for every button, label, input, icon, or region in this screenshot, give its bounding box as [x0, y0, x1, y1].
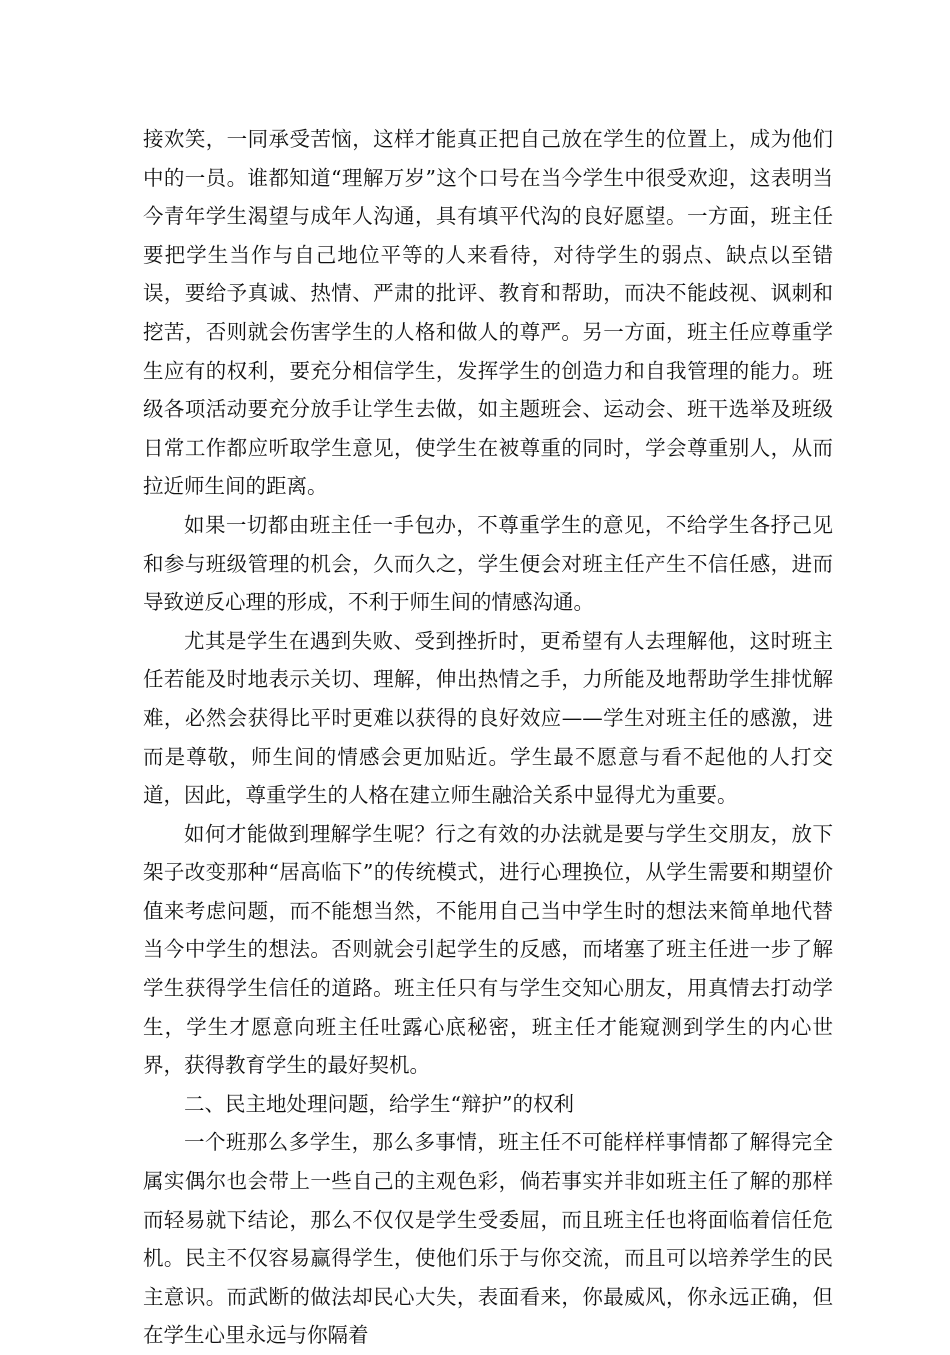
paragraph-4: 如何才能做到理解学生呢？行之有效的办法就是要与学生交朋友，放下架子改变那种“居高临下”的传统模式，进行心理换位，从学生需要和期望价值来考虑问题，而不能想当然，不能用自己当中学生时的想法来简单地代替当今中学生的想法。否则就会引起学生的反感，而堵塞了班主任进一步了解学生获得学生信任的道路。班主任只有与学生交知心朋友，用真情去打动学生，学生才愿意向班主任吐露心底秘密，班主任才能窥测到学生的内心世界，获得教育学生的最好契机。 [143, 821, 833, 1078]
paragraph-2: 如果一切都由班主任一手包办，不尊重学生的意见，不给学生各抒己见和参与班级管理的机会，久而久之，学生便会对班主任产生不信任感，进而导致逆反心理的形成，不利于师生间的情感沟通。 [143, 512, 833, 615]
section-heading: 二、民主地处理问题，给学生“辩护”的权利 [184, 1091, 574, 1116]
paragraph-3: 尤其是学生在遇到失败、受到挫折时，更希望有人去理解他，这时班主任若能及时地表示关切、理解，伸出热情之手，力所能及地帮助学生排忧解难，必然会获得比平时更难以获得的良好效应——学生对班主任的感激，进而是尊敬，师生间的情感会更加贴近。学生最不愿意与看不起他的人打交道，因此，尊重学生的人格在建立师生融洽关系中显得尤为重要。 [143, 628, 833, 808]
paragraph-5: 一个班那么多学生，那么多事情，班主任不可能样样事情都了解得完全属实偶尔也会带上一些自己的主观色彩，倘若事实并非如班主任了解的那样而轻易就下结论，那么不仅仅是学生受委屈，而且班主任也将面临着信任危机。民主不仅容易赢得学生，使他们乐于与你交流，而且可以培养学生的民主意识。而武断的做法却民心大失，表面看来，你最威风，你永远正确，但在学生心里永远与你隔着 [143, 1130, 833, 1348]
paragraph-1: 接欢笑，一同承受苦恼，这样才能真正把自己放在学生的位置上，成为他们中的一员。谁都知道“理解万岁”这个口号在当今学生中很受欢迎，这表明当今青年学生渴望与成年人沟通，具有填平代沟的良好愿望。一方面，班主任要把学生当作与自己地位平等的人来看待，对待学生的弱点、缺点以至错误，要给予真诚、热情、严肃的批评、教育和帮助，而决不能歧视、讽刺和挖苦，否则就会伤害学生的人格和做人的尊严。另一方面，班主任应尊重学生应有的权利，要充分相信学生，发挥学生的创造力和自我管理的能力。班级各项活动要充分放手让学生去做，如主题班会、运动会、班干选举及班级日常工作都应听取学生意见，使学生在被尊重的同时，学会尊重别人，从而拉近师生间的距离。 [143, 127, 833, 499]
document-body [143, 120, 833, 1355]
